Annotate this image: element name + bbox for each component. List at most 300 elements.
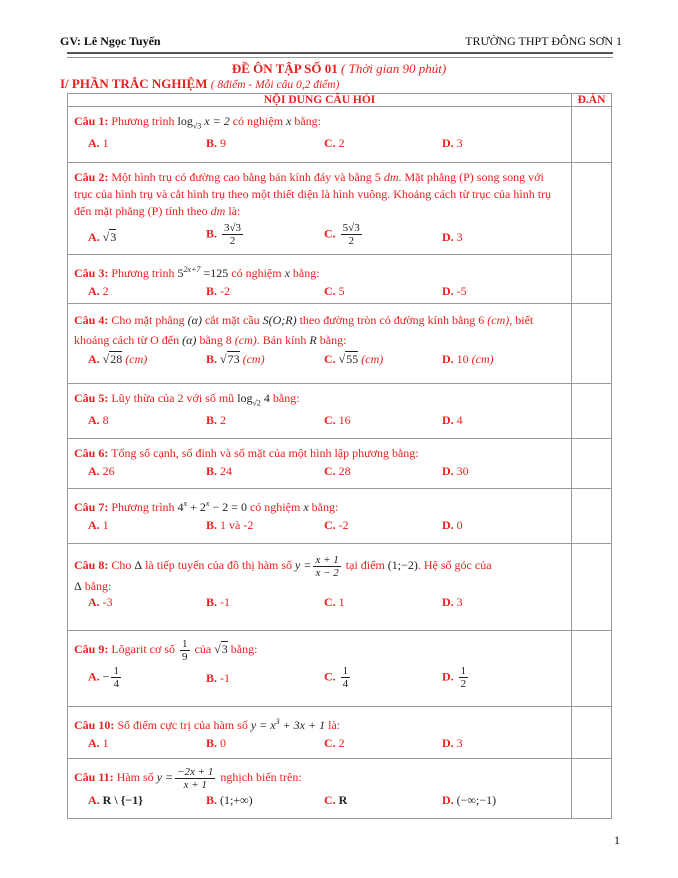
question-text: , biết khoảng cách từ O đến — [74, 313, 534, 347]
options — [74, 283, 565, 299]
option-letter: A. — [88, 230, 100, 244]
option-c[interactable] — [324, 594, 442, 610]
math-log: log — [177, 114, 193, 128]
math-base: √3 — [192, 121, 202, 131]
denominator: x − 2 — [315, 566, 339, 579]
header-divider — [67, 52, 613, 58]
math-expression — [178, 266, 229, 280]
option-value: 2 — [338, 136, 345, 151]
option-value: 3 — [456, 594, 463, 609]
option-value: R — [338, 793, 348, 807]
sqrt-expression: √55 — [338, 352, 359, 366]
option-b[interactable] — [206, 222, 324, 252]
fraction — [459, 665, 469, 690]
option-value: 0 — [456, 518, 463, 532]
question-label: Câu 10: — [74, 718, 115, 732]
math-y: y = — [156, 770, 174, 784]
math-eq: x = 2 — [204, 114, 230, 128]
question-text: Cho mặt phẳng — [111, 313, 185, 327]
option-letter: B. — [206, 413, 218, 428]
option-d[interactable] — [442, 222, 560, 252]
option-letter: A. — [88, 594, 100, 609]
question-text: Một hình trụ có đường cao bằng bán kính đáy và bằng 5 — [111, 170, 381, 184]
question-label: Câu 2: — [74, 170, 109, 184]
answer-cell[interactable] — [572, 163, 612, 255]
question-text: bằng 8 — [199, 333, 232, 347]
question-text: nghịch biến trên: — [220, 770, 302, 784]
option-value: 9 — [220, 136, 227, 151]
numerator: 1 — [113, 665, 119, 677]
option-value: R \ {−1} — [102, 793, 143, 807]
option-letter: B. — [206, 226, 218, 241]
option-d[interactable] — [442, 283, 560, 299]
option-letter: B. — [206, 736, 218, 750]
math-alpha: (α) — [182, 333, 197, 347]
question-row — [68, 439, 612, 489]
col-header-answer: Đ.ÁN — [572, 94, 612, 107]
options — [74, 594, 565, 610]
option-letter: A. — [88, 518, 100, 532]
page-number: 1 — [614, 833, 620, 847]
question-row — [68, 107, 612, 163]
question-text: bằng: — [294, 114, 322, 128]
options — [74, 517, 565, 533]
option-letter: C. — [324, 136, 336, 151]
option-letter: D. — [442, 230, 454, 244]
option-value: 55 — [346, 352, 359, 366]
option-d[interactable] — [442, 517, 560, 533]
question-3 — [68, 255, 572, 304]
option-value: 73 — [227, 352, 240, 366]
option-letter: D. — [442, 518, 454, 532]
option-c[interactable] — [324, 665, 442, 691]
math-term: − 2 = 0 — [209, 500, 247, 514]
unit: (cm) — [471, 352, 494, 366]
option-value: -5 — [456, 284, 467, 298]
question-row — [68, 544, 612, 631]
denominator: 2 — [348, 235, 354, 247]
math-expression — [178, 500, 247, 514]
numerator: 1 — [182, 637, 188, 650]
section-label: I/ PHẦN TRẮC NGHIỆM — [60, 76, 208, 91]
option-letter: D. — [442, 464, 454, 478]
question-text: của — [194, 642, 212, 656]
radicand: 3 — [221, 642, 228, 656]
option-value: -2 — [220, 284, 231, 298]
options — [74, 792, 565, 808]
question-text: Lũy thừa của 2 với số mũ — [111, 391, 235, 405]
question-label: Câu 6: — [74, 446, 109, 460]
option-letter: B. — [206, 518, 218, 532]
question-text: Số điểm cực trị của hàm số — [117, 718, 248, 732]
math-term: + 3x + 1 — [279, 718, 326, 732]
unit: dm — [210, 204, 226, 218]
answer-cell[interactable] — [572, 107, 612, 163]
numerator: 5√3 — [342, 222, 360, 234]
numerator: 3√3 — [224, 222, 242, 234]
option-c[interactable] — [324, 283, 442, 299]
option-value: -3 — [102, 594, 113, 609]
denominator: 2 — [229, 235, 236, 247]
options — [74, 735, 565, 751]
question-text: là: — [328, 718, 341, 732]
exam-title — [0, 61, 678, 77]
col-header-content: NỘI DUNG CÂU HỎI — [68, 94, 572, 107]
fraction — [175, 766, 215, 791]
unit: (cm) — [487, 313, 510, 327]
answer-cell[interactable] — [572, 304, 612, 384]
option-letter: D. — [442, 793, 454, 807]
option-value: 28 — [110, 352, 123, 366]
option-a[interactable] — [88, 351, 206, 367]
option-b[interactable] — [206, 517, 324, 533]
sqrt-expression: √3 — [214, 642, 228, 656]
option-letter: C. — [324, 594, 336, 609]
question-text: Phương trình — [111, 266, 175, 280]
question-row — [68, 255, 612, 304]
numerator: 1 — [342, 665, 349, 677]
option-value: 2 — [102, 284, 109, 298]
denominator: 4 — [113, 678, 119, 690]
question-5 — [68, 384, 572, 439]
question-row — [68, 707, 612, 759]
answer-cell[interactable] — [572, 255, 612, 304]
option-a[interactable] — [88, 594, 206, 610]
answer-cell[interactable] — [572, 489, 612, 544]
question-row — [68, 631, 612, 707]
question-text: là tiếp tuyến của đồ thị hàm số — [145, 558, 293, 572]
question-2 — [68, 163, 572, 255]
question-9 — [68, 631, 572, 707]
math-expression — [177, 114, 230, 131]
option-value: 1 — [102, 136, 109, 151]
option-letter: C. — [324, 793, 336, 807]
answer-cell[interactable] — [572, 631, 612, 707]
option-letter: C. — [324, 284, 336, 298]
question-4 — [68, 304, 572, 384]
question-text: bằng: — [319, 333, 347, 347]
fraction — [222, 222, 243, 247]
fraction — [313, 554, 340, 579]
option-d[interactable] — [442, 792, 560, 808]
teacher-name: GV: Lê Ngọc Tuyến — [60, 34, 161, 48]
option-d[interactable] — [442, 463, 560, 479]
option-b[interactable] — [206, 594, 324, 610]
options — [74, 351, 565, 367]
question-row — [68, 384, 612, 439]
math-base: 5 — [177, 266, 184, 280]
option-value: 10 — [456, 352, 469, 366]
option-value: (1;+∞) — [220, 793, 253, 807]
question-label: Câu 3: — [74, 266, 109, 280]
question-text: bằng: — [230, 642, 258, 656]
option-a[interactable] — [88, 665, 206, 691]
answer-cell[interactable] — [572, 544, 612, 631]
sqrt-expression: √28 — [102, 352, 123, 366]
option-letter: B. — [206, 352, 218, 366]
option-letter: D. — [442, 594, 454, 609]
math-term: 4 — [177, 500, 184, 514]
option-b[interactable] — [206, 463, 324, 479]
option-letter: D. — [442, 352, 454, 366]
math-point: (1;−2) — [387, 558, 418, 572]
math-delta: Δ — [74, 578, 82, 593]
math-eq: =125 — [203, 266, 229, 280]
options — [74, 412, 565, 428]
question-10 — [68, 707, 572, 759]
question-row — [68, 163, 612, 255]
option-letter: B. — [206, 594, 218, 609]
math-arg: 4 — [263, 391, 270, 405]
question-text: có nghiệm — [232, 114, 284, 128]
math-exponent: 2x+7 — [183, 265, 201, 274]
section-heading — [60, 76, 339, 92]
options — [74, 463, 565, 479]
question-label: Câu 9: — [74, 642, 109, 656]
option-letter: D. — [442, 136, 454, 151]
option-value: (−∞;−1) — [456, 793, 497, 807]
answer-cell[interactable] — [572, 707, 612, 759]
question-text: Lôgarit cơ số — [111, 642, 176, 656]
option-value: 1 và -2 — [220, 518, 254, 532]
math-var: R — [309, 333, 317, 347]
answer-cell[interactable] — [572, 759, 612, 819]
question-text: là: — [228, 204, 241, 218]
math-sphere: S(O;R) — [262, 313, 297, 327]
option-value: 16 — [338, 413, 351, 428]
option-letter: A. — [88, 413, 100, 428]
question-text: cắt mặt cầu — [204, 313, 260, 327]
unit: dm — [383, 170, 399, 184]
options — [74, 665, 565, 691]
question-row — [68, 304, 612, 384]
sqrt-expression: √73 — [220, 352, 240, 366]
question-label: Câu 4: — [74, 313, 109, 327]
option-letter: C. — [324, 226, 336, 241]
option-letter: A. — [88, 136, 100, 151]
question-label: Câu 7: — [74, 500, 109, 514]
answer-cell[interactable] — [572, 439, 612, 489]
option-letter: A. — [88, 352, 100, 366]
option-value: 3 — [456, 230, 463, 244]
math-base: √2 — [252, 398, 261, 408]
option-value: 4 — [456, 413, 463, 428]
option-value: 1 — [338, 594, 345, 609]
math-y: y = — [295, 558, 312, 572]
option-value: 8 — [102, 413, 109, 428]
option-c[interactable] — [324, 735, 442, 751]
question-text: bằng: — [84, 578, 112, 593]
question-7 — [68, 489, 572, 544]
question-row — [68, 759, 612, 819]
question-6 — [68, 439, 572, 489]
option-b[interactable] — [206, 665, 324, 691]
option-a[interactable] — [88, 792, 206, 808]
math-exponent: 3 — [275, 717, 280, 726]
math-delta: Δ — [134, 558, 143, 572]
question-label: Câu 5: — [74, 391, 109, 405]
question-text: bằng: — [311, 500, 339, 514]
option-c[interactable] — [324, 517, 442, 533]
option-d[interactable] — [442, 351, 560, 367]
option-c[interactable] — [324, 351, 442, 367]
option-letter: C. — [324, 413, 336, 428]
denominator: 4 — [342, 678, 349, 690]
option-c[interactable] — [324, 412, 442, 428]
math-alpha: (α) — [187, 313, 202, 327]
math-term: y = x — [250, 718, 276, 732]
question-text: . Bán kính — [256, 333, 307, 347]
math-var: x — [286, 114, 292, 128]
question-8 — [68, 544, 572, 631]
option-letter: D. — [442, 669, 454, 684]
option-value: 24 — [220, 464, 233, 478]
option-a[interactable] — [88, 517, 206, 533]
option-a[interactable] — [88, 283, 206, 299]
question-text: Tổng số cạnh, số đỉnh và số mặt của một hình lập phương bằng: — [111, 446, 419, 460]
option-a[interactable] — [88, 135, 206, 151]
question-text: bằng: — [292, 266, 320, 280]
option-letter: A. — [88, 464, 100, 478]
exam-title-main: ĐỀ ÔN TẬP SỐ 01 — [231, 61, 338, 76]
numerator: −2x + 1 — [177, 765, 214, 778]
option-value: -1 — [220, 671, 231, 685]
option-letter: C. — [324, 736, 336, 750]
option-d[interactable] — [442, 412, 560, 428]
math-var: x — [284, 266, 290, 280]
question-text: tại điểm — [345, 558, 385, 572]
options — [74, 135, 565, 151]
option-value: 0 — [220, 736, 227, 750]
unit: (cm) — [361, 352, 384, 366]
question-text: theo đường tròn có đường kính bằng 6 — [299, 313, 485, 327]
options — [74, 222, 565, 252]
fraction — [180, 638, 190, 663]
option-value: -2 — [338, 518, 349, 532]
question-table — [67, 93, 612, 819]
question-row — [68, 489, 612, 544]
school-name: TRƯỜNG THPT ĐÔNG SƠN 1 — [465, 34, 622, 48]
option-c[interactable] — [324, 135, 442, 151]
fraction — [111, 665, 121, 690]
option-letter: B. — [206, 793, 218, 807]
question-11 — [68, 759, 572, 819]
option-b[interactable] — [206, 135, 324, 151]
option-letter: C. — [324, 518, 336, 532]
option-value: 3 — [456, 736, 463, 750]
math-expression — [237, 391, 270, 408]
option-letter: B. — [206, 136, 218, 151]
math-var: x — [303, 500, 309, 514]
math-expression — [251, 718, 325, 732]
option-value: -1 — [220, 594, 231, 609]
option-b[interactable] — [206, 735, 324, 751]
question-label: Câu 8: — [74, 558, 109, 572]
math-exponent: x — [183, 499, 188, 508]
option-value: 1 — [102, 518, 109, 532]
option-letter: A. — [88, 669, 100, 684]
option-value: 2 — [220, 413, 227, 428]
section-note: ( 8điểm - Mỗi câu 0,2 điểm) — [210, 79, 340, 91]
option-d[interactable] — [442, 735, 560, 751]
option-letter: C. — [324, 464, 336, 478]
question-text: có nghiệm — [231, 266, 282, 280]
numerator: x + 1 — [315, 553, 339, 566]
option-value: 26 — [102, 464, 115, 478]
numerator: 1 — [460, 665, 467, 677]
option-value: 5 — [338, 284, 345, 298]
question-text: có nghiệm — [249, 500, 301, 514]
question-1 — [68, 107, 572, 163]
option-letter: C. — [324, 352, 336, 366]
option-d[interactable] — [442, 135, 560, 151]
option-b[interactable] — [206, 351, 324, 367]
unit: (cm) — [242, 352, 265, 366]
option-letter: D. — [442, 736, 454, 750]
question-text: . Mặt phẳng (P) song song với trục của hình trụ và cắt hình trụ theo một thiết diện là hình vuông. Khoảng cách từ trục của hình trụ đến mặt phẳng (P) tính theo — [74, 170, 552, 218]
exam-title-note: ( Thời gian 90 phút) — [341, 61, 447, 76]
option-letter: A. — [88, 736, 100, 750]
option-b[interactable] — [206, 412, 324, 428]
question-label: Câu 1: — [74, 114, 109, 128]
option-d[interactable] — [442, 594, 560, 610]
question-text: Hàm số — [116, 770, 154, 784]
question-text: Phương trình — [111, 500, 175, 514]
sqrt-expression: √3 — [102, 230, 117, 244]
question-label: Câu 11: — [74, 770, 114, 784]
fraction — [341, 222, 362, 247]
minus-sign: − — [102, 669, 110, 684]
option-a[interactable] — [88, 735, 206, 751]
option-d[interactable] — [442, 665, 560, 691]
option-value: 2 — [338, 736, 345, 750]
question-text: Phương trình — [111, 114, 175, 128]
option-c[interactable] — [324, 463, 442, 479]
question-text: bằng: — [272, 391, 300, 405]
option-a[interactable] — [88, 412, 206, 428]
option-a[interactable] — [88, 222, 206, 252]
answer-cell[interactable] — [572, 384, 612, 439]
option-letter: B. — [206, 464, 218, 478]
option-value: 3 — [110, 230, 117, 244]
option-letter: B. — [206, 284, 218, 298]
table-header-row — [68, 94, 612, 107]
unit: (cm) — [234, 333, 257, 347]
unit: (cm) — [125, 352, 148, 366]
option-letter: D. — [442, 413, 454, 428]
option-c[interactable] — [324, 222, 442, 252]
option-letter: A. — [88, 284, 100, 298]
math-exponent: x — [205, 499, 210, 508]
option-b[interactable] — [206, 283, 324, 299]
question-text: . Hệ số góc của — [417, 558, 492, 572]
denominator: x + 1 — [183, 778, 207, 791]
option-letter: C. — [324, 669, 336, 684]
denominator: 9 — [182, 650, 188, 663]
option-value: 28 — [338, 464, 351, 478]
math-log: log — [237, 391, 253, 405]
option-c[interactable] — [324, 792, 442, 808]
option-letter: A. — [88, 793, 100, 807]
option-letter: B. — [206, 671, 218, 685]
option-a[interactable] — [88, 463, 206, 479]
fraction — [341, 665, 351, 690]
option-b[interactable] — [206, 792, 324, 808]
denominator: 2 — [460, 678, 467, 690]
option-value: 30 — [456, 464, 469, 478]
question-text: Cho — [111, 558, 132, 572]
option-value: 1 — [102, 736, 109, 750]
